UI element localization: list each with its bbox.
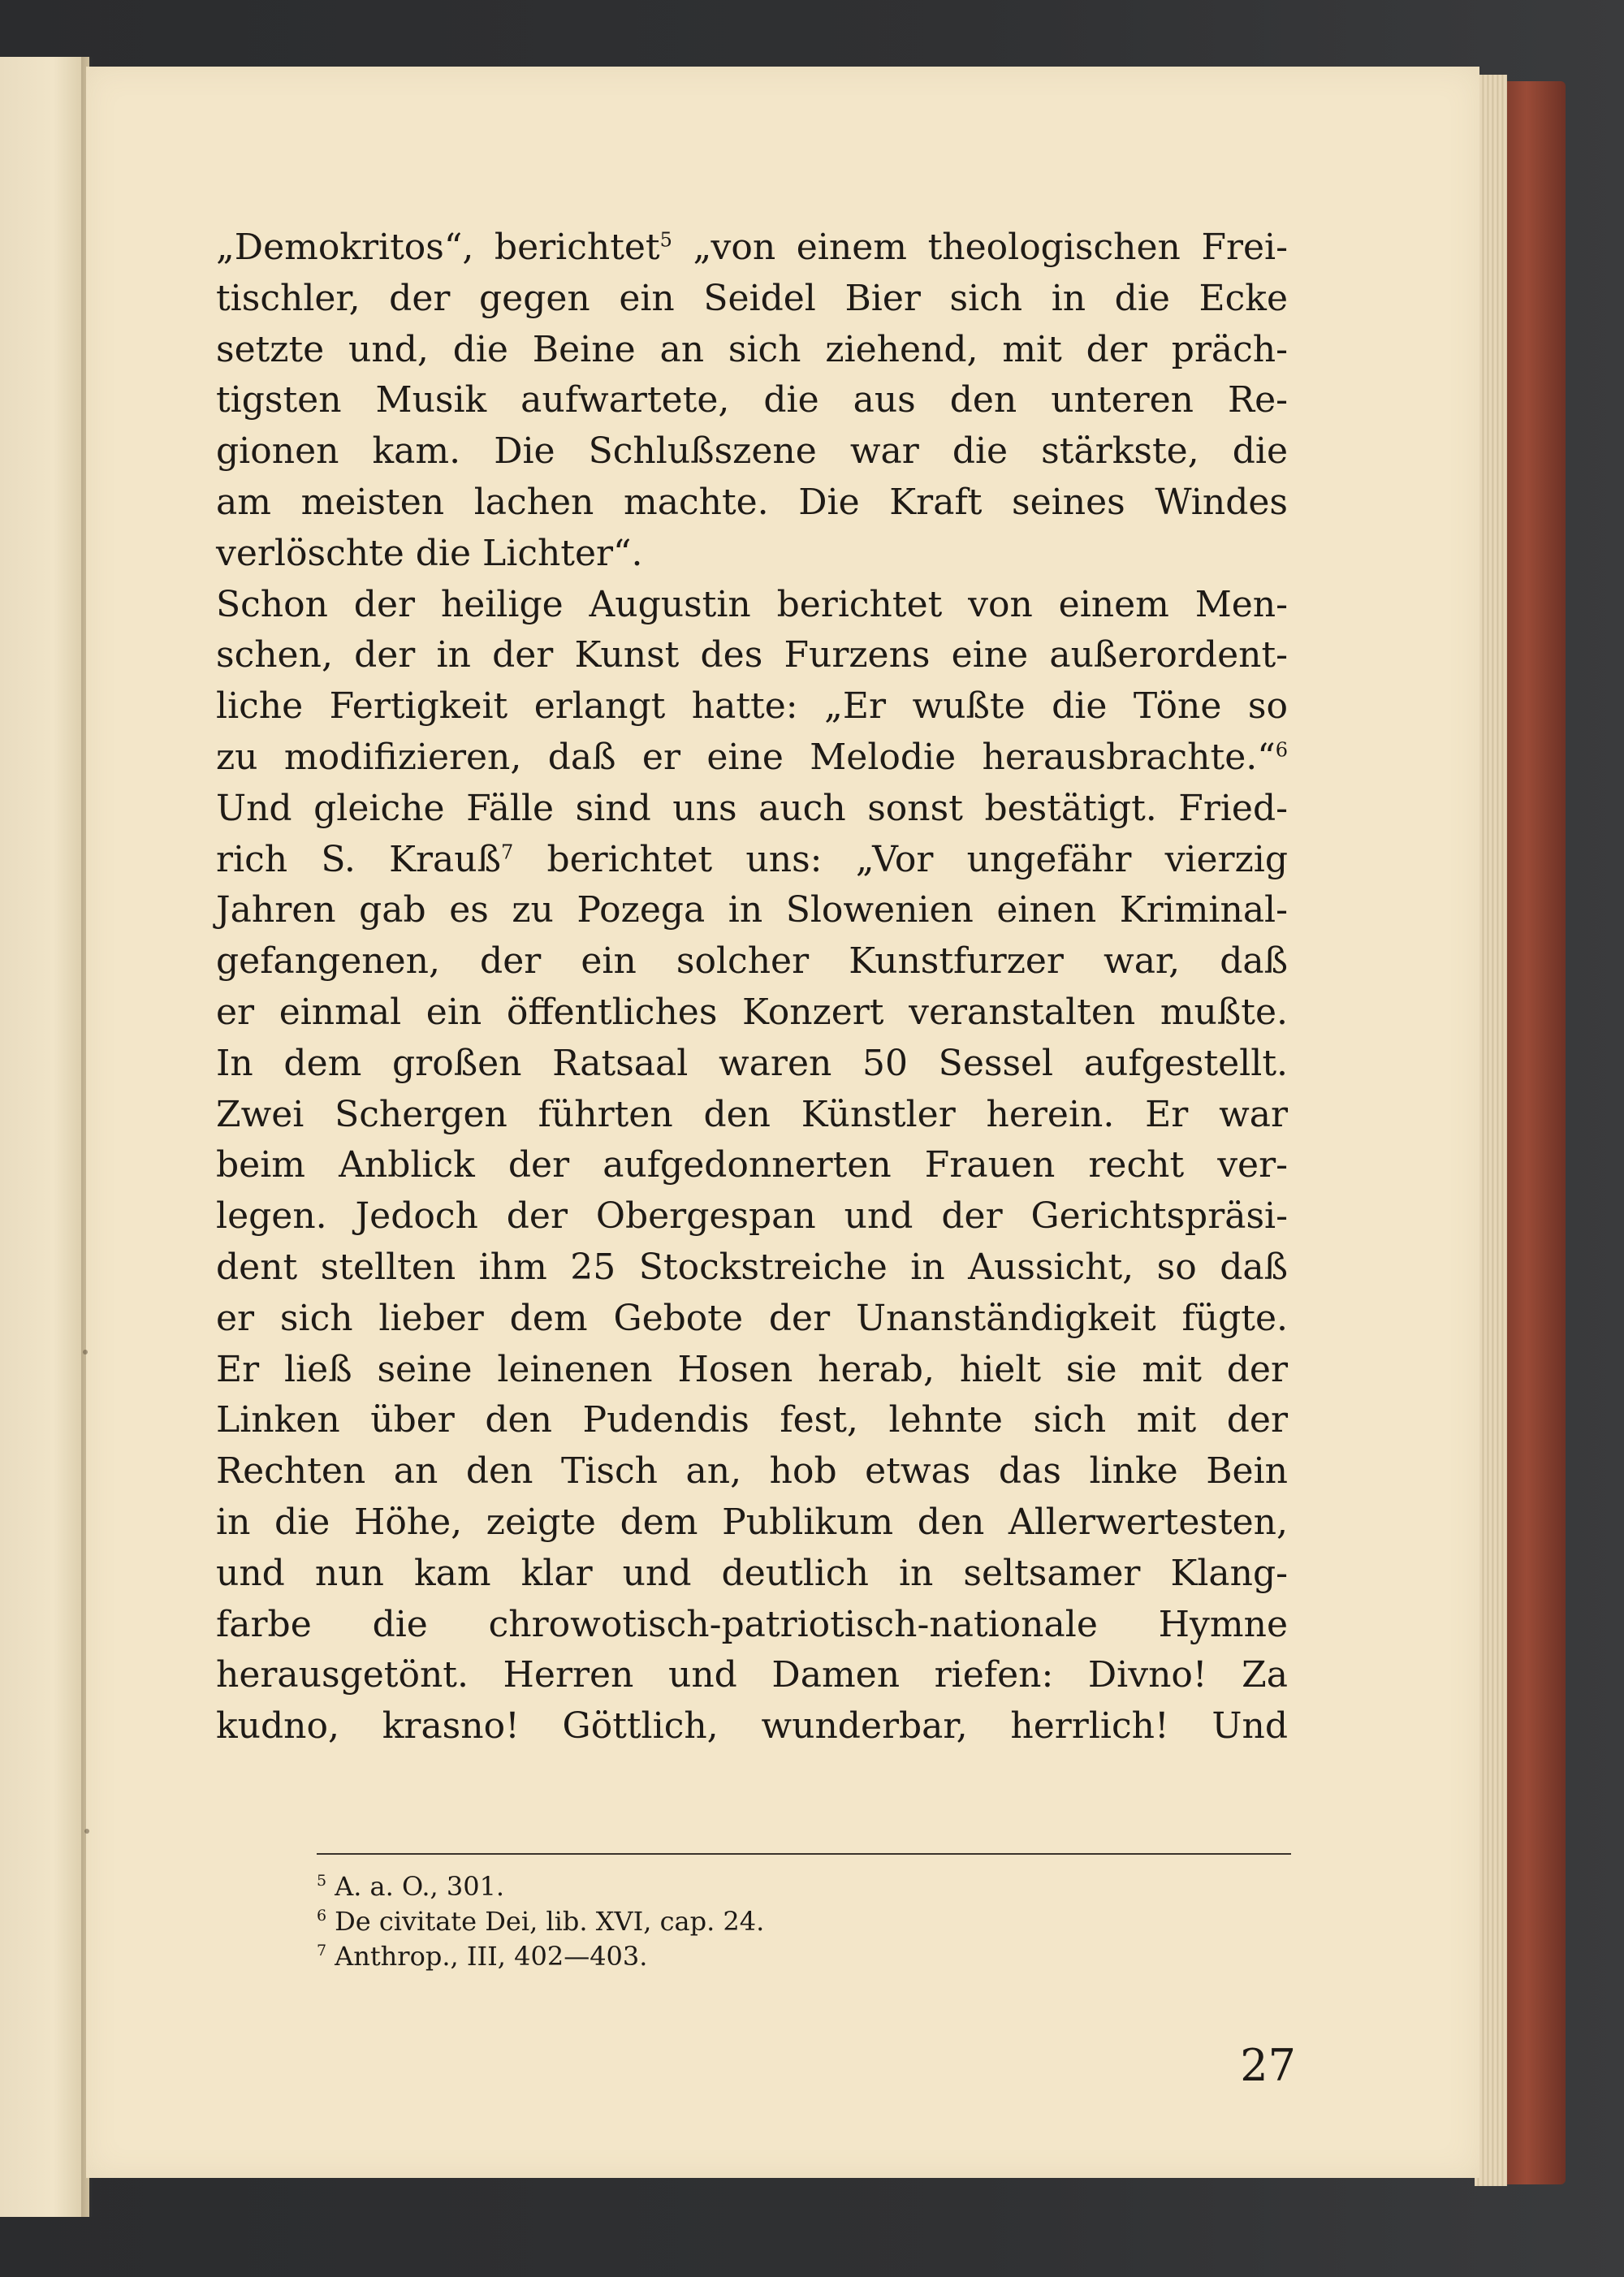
paper-speck: [83, 1350, 88, 1355]
footnote-number: 7: [317, 1942, 327, 1960]
text-line: Rechten an den Tisch an, hob etwas das linke Bein: [216, 1450, 1288, 1493]
text-line: tigsten Musik aufwartete, die aus den unteren Re-: [216, 379, 1288, 421]
left-facing-page: [0, 57, 89, 2217]
body-text: [216, 223, 1288, 1752]
footnote-reference[interactable]: 7: [500, 840, 514, 863]
text-line: liche Fertigkeit erlangt hatte: „Er wußte die Töne so: [216, 685, 1288, 728]
paper-speck: [84, 1829, 89, 1834]
text-line: dent stellten ihm 25 Stockstreiche in Aussicht, so daß: [216, 1246, 1288, 1288]
text-line: und nun kam klar und deutlich in seltsamer Klang-: [216, 1552, 1288, 1594]
footnote-number: 6: [317, 1907, 327, 1925]
text-line: gefangenen, der ein solcher Kunstfurzer war, daß: [216, 940, 1288, 983]
footnote-number: 5: [317, 1872, 327, 1890]
text-line: setzte und, die Beine an sich ziehend, mit der präch-: [216, 328, 1288, 370]
text-line: am meisten lachen machte. Die Kraft seines Windes: [216, 481, 1288, 523]
text-line: tischler, der gegen ein Seidel Bier sich in die Ecke: [216, 277, 1288, 319]
text-line: verlöschte die Lichter“.: [216, 532, 643, 574]
footnote-reference[interactable]: 6: [1275, 738, 1288, 762]
text-line: schen, der in der Kunst des Furzens eine außerordent-: [216, 634, 1288, 676]
footnote: $^7$ Anthrop., III, 402—403.: [317, 1941, 648, 1972]
text-line: Linken über den Pudendis fest, lehnte sich mit der: [216, 1399, 1288, 1441]
text-line: Zwei Schergen führten den Künstler herein. Er war: [216, 1093, 1288, 1135]
text-line: Jahren gab es zu Pozega in Slowenien einen Kriminal-: [216, 889, 1288, 931]
footnote-divider: [317, 1853, 1291, 1855]
text-line: In dem großen Ratsaal waren 50 Sessel aufgestellt.: [216, 1042, 1288, 1084]
text-line: „Demokritos“, berichtet$^5$ „von einem theologischen Frei-: [216, 227, 1288, 268]
footnote-reference[interactable]: 5: [659, 228, 672, 252]
text-line: kudno, krasno! Göttlich, wunderbar, herrlich! Und: [216, 1705, 1288, 1748]
footnote: $^6$ De civitate Dei, lib. XVI, cap. 24.: [317, 1906, 765, 1937]
footnote: $^5$ A. a. O., 301.: [317, 1871, 505, 1902]
text-line: legen. Jedoch der Obergespan und der Gerichtspräsi-: [216, 1195, 1288, 1238]
footnotes: [317, 1869, 1047, 1974]
text-line: gionen kam. Die Schlußszene war die stärkste, die: [216, 430, 1288, 473]
text-line: beim Anblick der aufgedonnerten Frauen recht ver-: [216, 1144, 1288, 1186]
text-line: zu modifizieren, daß er eine Melodie herausbrachte.“$^6$: [216, 736, 1288, 778]
text-line: herausgetönt. Herren und Damen riefen: Divno! Za: [216, 1654, 1288, 1696]
text-line: rich S. Krauß$^7$ berichtet uns: „Vor ungefähr vierzig: [216, 838, 1289, 880]
book-page: [86, 67, 1479, 2178]
text-line: farbe die chrowotisch-patriotisch-nationale Hymne: [216, 1603, 1288, 1645]
text-line: Er ließ seine leinenen Hosen herab, hielt sie mit der: [216, 1348, 1288, 1390]
page-number: 27: [1240, 2040, 1296, 2091]
text-line: in die Höhe, zeigte dem Publikum den Allerwertesten,: [216, 1501, 1288, 1543]
text-line: er sich lieber dem Gebote der Unanständigkeit fügte.: [216, 1297, 1288, 1339]
text-line: er einmal ein öffentliches Konzert veranstalten mußte.: [216, 991, 1288, 1033]
book-cover-edge: [1501, 81, 1566, 2184]
text-line: Schon der heilige Augustin berichtet von einem Men-: [216, 583, 1288, 625]
page-stack-edge: [1475, 75, 1507, 2186]
text-line: Und gleiche Fälle sind uns auch sonst bestätigt. Fried-: [216, 787, 1288, 829]
